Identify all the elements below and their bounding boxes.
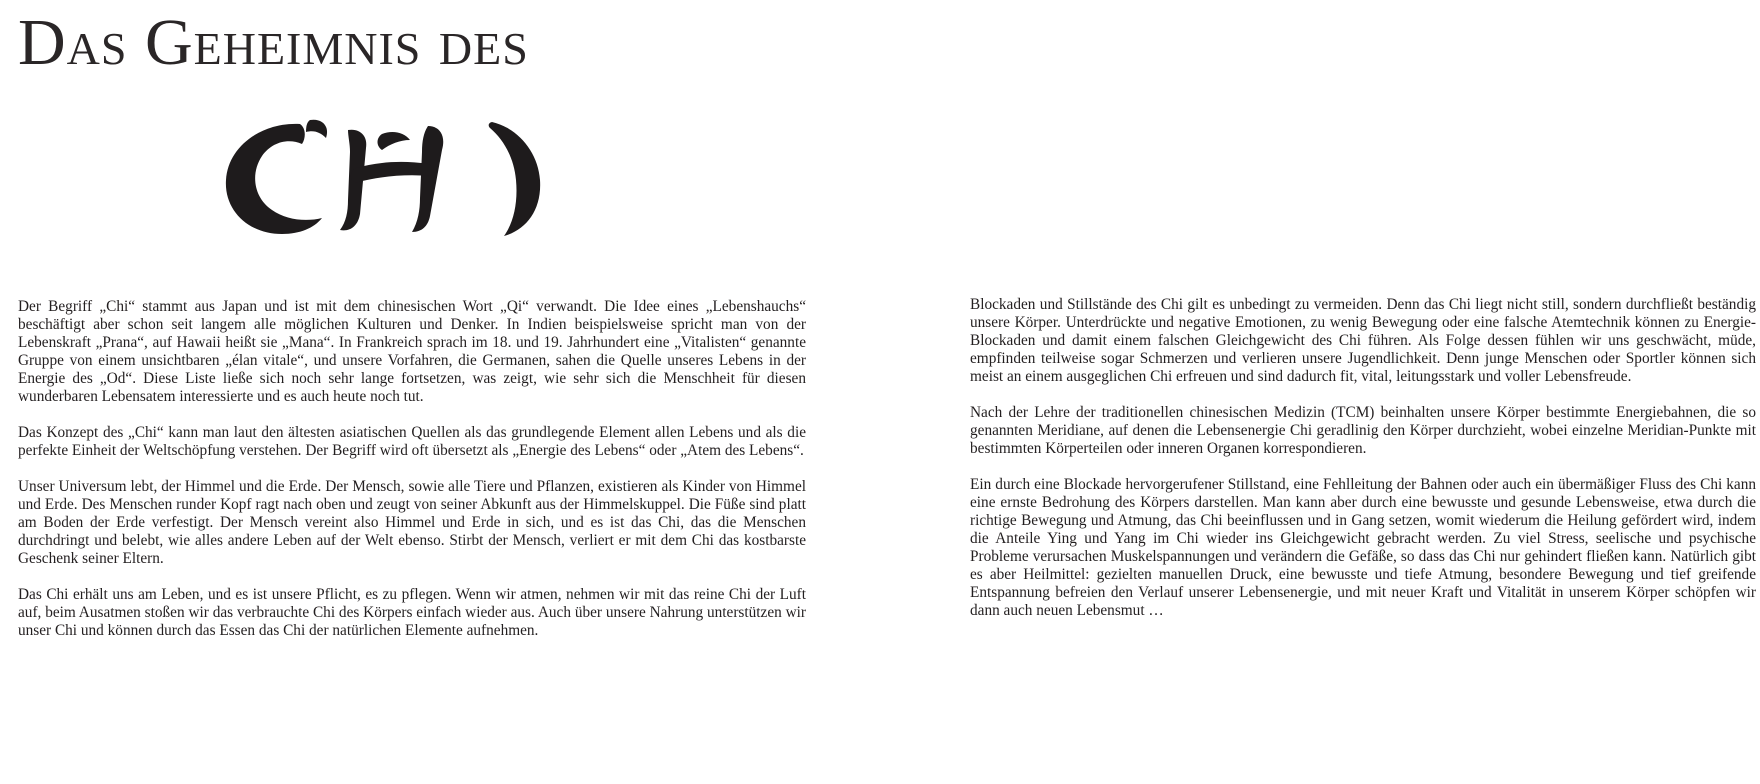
page-gutter <box>880 0 881 784</box>
paragraph: Das Konzept des „Chi“ kann man laut den ältesten asiatischen Quellen als das grundlegende Element allen Lebens und als die perfekte Einheit der Weltschöpfung verstehen. Der Begriff wird oft übersetzt als „Energie des Lebens“ oder „Atem des Lebens“. <box>18 424 806 459</box>
chi-logo <box>222 118 562 238</box>
right-column <box>970 296 1756 638</box>
chi-brush-glyphs <box>222 118 562 238</box>
paragraph: Der Begriff „Chi“ stammt aus Japan und ist mit dem chinesischen Wort „Qi“ verwandt. Die Idee eines „Lebenshauchs“ beschäftigt aber schon seit langem alle möglichen Kulturen und Denker. In Indien beispielsweise spricht man von der Lebenskraft „Prana“, auf Hawaii heißt sie „Mana“. In Frankreich sprach im 18. und 19. Jahrhundert eine „Vitalisten“ genannte Gruppe von einem unsichtbaren „élan vitale“, und unsere Vorfahren, die Germanen, sahen die Quelle unseres Lebens in der Energie des „Od“. Diese Liste ließe sich noch sehr lange fortsetzen, was zeigt, wie sehr sich die Menschheit für diesen wunderbaren Lebensatem interessierte und es auch heute noch tut. <box>18 298 806 405</box>
left-column <box>18 298 806 658</box>
paragraph: Ein durch eine Blockade hervorgerufener Stillstand, eine Fehlleitung der Bahnen oder auch ein übermäßiger Fluss des Chi kann eine ernste Bedrohung des Körpers darstellen. Man kann aber durch eine bewusste und gesunde Lebensweise, etwa durch die richtige Bewegung und Atmung, das Chi beeinflussen und in Gang setzen, womit wiederum die Heilung gefördert wird, indem die Anteile Ying und Yang im Chi wieder ins Gleichgewicht gebracht werden. Zu viel Stress, seelische und psychische Probleme verursachen Muskelspannungen und verändern die Gefäße, so dass das Chi nur gehindert fließen kann. Natürlich gibt es aber Heilmittel: gezielten manuellen Druck, eine bewusste und tiefe Atmung, besondere Bewegung und tief greifende Entspannung befreien den Verlauf unserer Lebensenergie, und mit neuer Kraft und Vitalität in unserem Körper schöpfen wir dann auch neuen Lebensmut … <box>970 476 1756 619</box>
paragraph: Das Chi erhält uns am Leben, und es ist unsere Pflicht, es zu pflegen. Wenn wir atmen, nehmen wir mit das reine Chi der Luft auf, beim Ausatmen stoßen wir das verbrauchte Chi des Körpers einfach wieder aus. Auch über unsere Nahrung unterstützen wir unser Chi und können durch das Essen das Chi der natürlichen Elemente aufnehmen. <box>18 586 806 639</box>
paragraph: Blockaden und Stillstände des Chi gilt es unbedingt zu vermeiden. Denn das Chi liegt nicht still, sondern durchfließt beständig unsere Körper. Unterdrückte und negative Emotionen, zu wenig Bewegung oder eine falsche Atemtechnik können zu Energie-Blockaden und damit einem falschen Gleichgewicht des Chi führen. Als Folge dessen fühlen wir uns geschwächt, müde, empfinden teilweise sogar Schmerzen und verlieren unsere Jugendlichkeit. Denn junge Menschen oder Sportler können sich meist an einem ausgeglichen Chi erfreuen und sind dadurch fit, vital, leitungsstark und voller Lebensfreude. <box>970 296 1756 385</box>
paragraph: Unser Universum lebt, der Himmel und die Erde. Der Mensch, sowie alle Tiere und Pflanzen, existieren als Kinder von Himmel und Erde. Des Menschen runder Kopf ragt nach oben und zeugt von seiner Abkunft aus der Himmelskuppel. Die Füße sind platt am Boden der Erde verfestigt. Der Mensch vereint also Himmel und Erde in sich, und es ist das Chi, das die Menschen durchdringt und belebt, wie alles andere Leben auf der Welt ebenso. Stirbt der Mensch, verliert er mit dem Chi das kostbarste Geschenk seiner Eltern. <box>18 478 806 567</box>
page-title: Das Geheimnis des <box>18 6 529 79</box>
paragraph: Nach der Lehre der traditionellen chinesischen Medizin (TCM) beinhalten unsere Körper bestimmte Energiebahnen, die so genannten Meridiane, auf denen die Lebensenergie Chi geradlinig den Körper durchzieht, wobei einzelne Meridian-Punkte mit bestimmten Körperteilen oder inneren Organen korrespondieren. <box>970 404 1756 457</box>
